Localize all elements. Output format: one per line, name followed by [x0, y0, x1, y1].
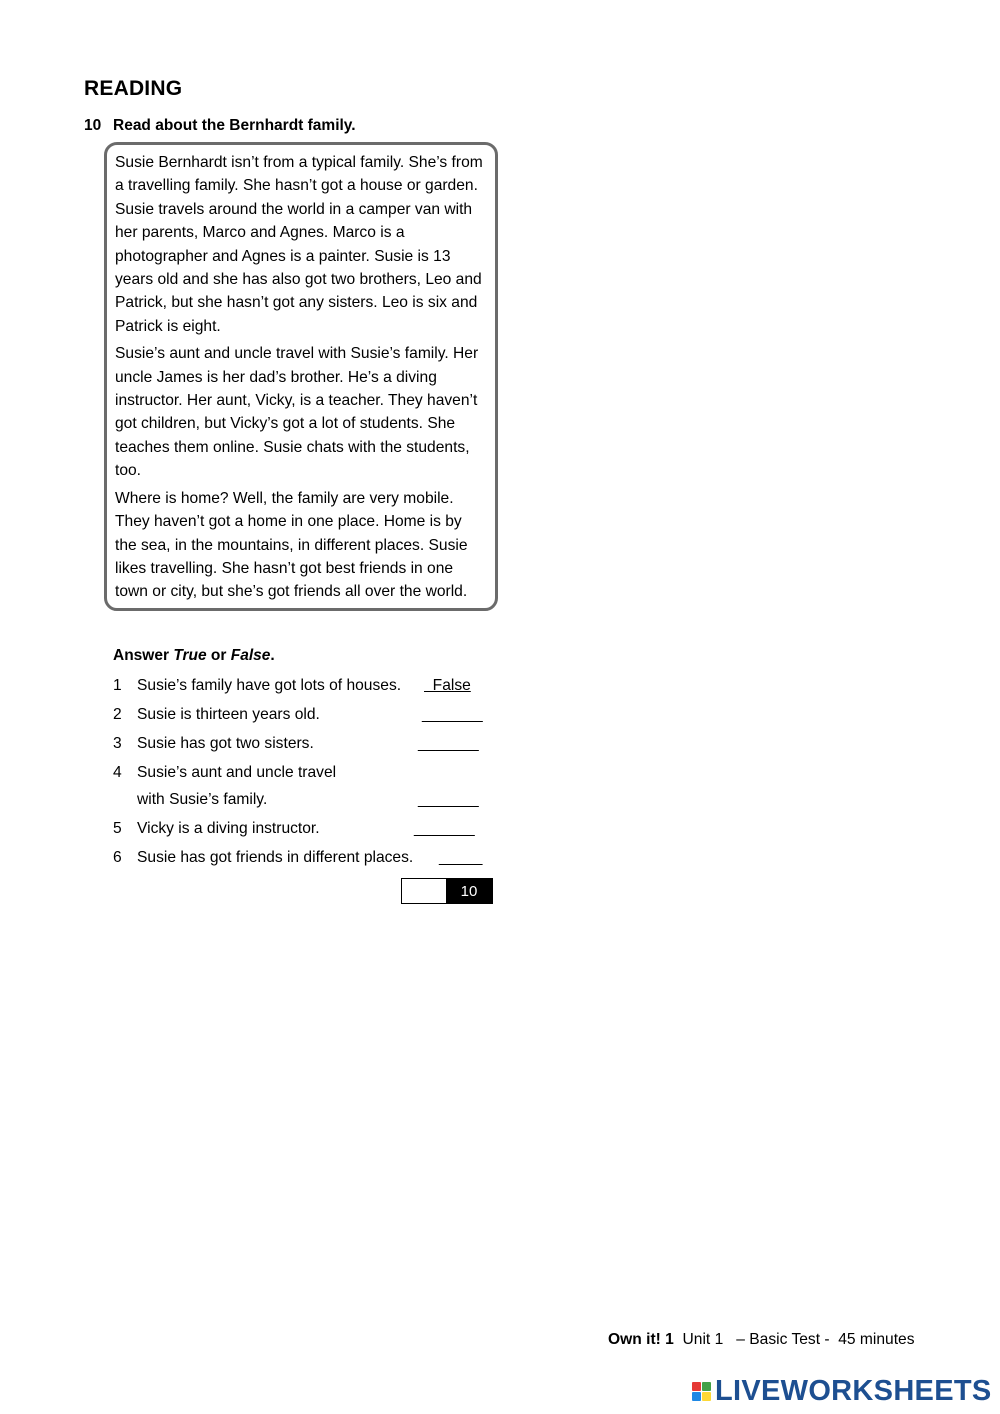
- task-number: 10: [84, 117, 102, 134]
- score-total: 10: [446, 879, 492, 903]
- instruction-prefix: Answer: [113, 647, 174, 664]
- question-text: Susie has got two sisters.: [137, 735, 314, 752]
- reading-paragraph-3: Where is home? Well, the family are very mobile. They haven’t got a home in one place. Home is by the sea, in the mountains, in different places. Susie likes travelling. She hasn’t got best friends in one town or city, but she’s got friends all over the world.: [115, 489, 468, 601]
- question-text: Susie is thirteen years old.: [137, 706, 320, 723]
- footer-unit: Unit 1: [682, 1331, 724, 1348]
- footer: [608, 1331, 915, 1349]
- instruction-suffix: .: [270, 647, 275, 664]
- question-number: 4: [113, 764, 122, 781]
- question-text: Susie has got friends in different places.: [137, 849, 414, 866]
- task-title: Read about the Bernhardt family.: [113, 117, 356, 134]
- footer-brand: Own it! 1: [608, 1331, 674, 1348]
- question-text: Susie’s family have got lots of houses.: [137, 677, 402, 694]
- reading-paragraph-2: Susie’s aunt and uncle travel with Susie’s family. Her uncle James is her dad’s brother. He’s a diving instructor. Her aunt, Vicky, is a teacher. They haven’t got children, but Vicky’s got a lot of students. She teaches them online. Susie chats with the students, too.: [115, 345, 479, 480]
- section-title: READING: [84, 77, 183, 100]
- footer-duration: 45 minutes: [838, 1331, 915, 1348]
- question-number: 1: [113, 677, 122, 694]
- question-number: 2: [113, 706, 122, 723]
- liveworksheets-text: LIVEWORKSHEETS: [715, 1374, 992, 1407]
- instruction-false: False: [230, 647, 271, 664]
- question-4: [113, 759, 336, 786]
- question-5: [113, 815, 320, 842]
- question-2: [113, 701, 320, 728]
- score-input-area: [402, 879, 446, 903]
- question-text: Vicky is a diving instructor.: [137, 820, 320, 837]
- answer-field-3[interactable]: _______: [418, 735, 479, 752]
- question-1: [113, 672, 401, 699]
- question-number: 5: [113, 820, 122, 837]
- instruction: [113, 647, 275, 665]
- question-number: 6: [113, 849, 122, 866]
- question-6: [113, 844, 413, 871]
- task-heading: [84, 117, 356, 135]
- score-box: [401, 878, 493, 904]
- question-number: 3: [113, 735, 122, 752]
- question-text: Susie’s aunt and uncle travel: [137, 764, 337, 781]
- question-4-continued: with Susie’s family.: [137, 791, 268, 808]
- instruction-true: True: [173, 647, 207, 664]
- answer-field-6[interactable]: _____: [439, 849, 483, 866]
- answer-field-5[interactable]: _______: [414, 820, 475, 837]
- answer-field-1[interactable]: False: [424, 677, 471, 694]
- answer-field-4[interactable]: _______: [418, 791, 479, 808]
- question-3: [113, 730, 314, 757]
- instruction-middle: or: [206, 647, 231, 664]
- liveworksheets-icon: [692, 1382, 711, 1401]
- reading-paragraph-1: Susie Bernhardt isn’t from a typical family. She’s from a travelling family. She hasn’t got a house or garden. Susie travels around the world in a camper van with her parents, Marco and Agnes. Marco is a photographer and Agnes is a painter. Susie is 13 years old and she has also got two brothers, Leo and Patrick, but she hasn’t got any sisters. Leo is six and Patrick is eight.: [115, 154, 483, 335]
- footer-test: – Basic Test -: [736, 1331, 830, 1348]
- liveworksheets-logo: [692, 1374, 992, 1408]
- reading-text-box: [104, 142, 498, 611]
- answer-field-2[interactable]: _______: [422, 706, 483, 723]
